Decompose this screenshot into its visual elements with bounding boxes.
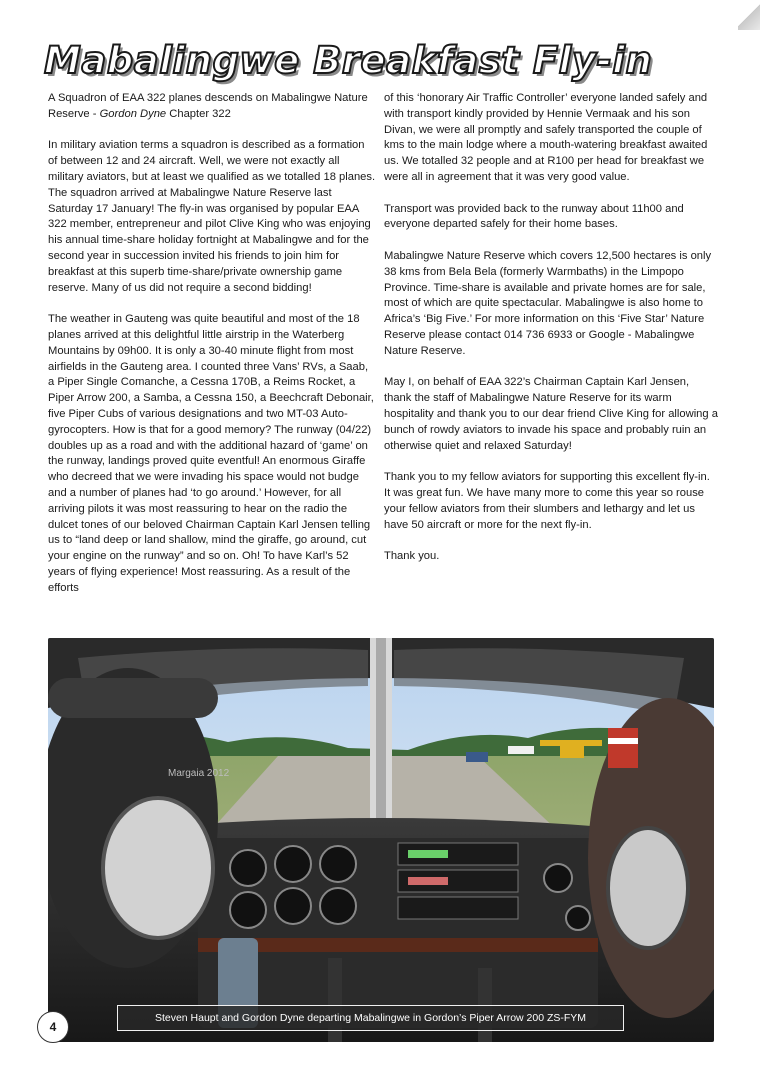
page-number: 4 (37, 1011, 69, 1043)
right-column (384, 91, 718, 581)
paragraph: The weather in Gauteng was quite beautiful and most of the 18 planes arrived at this delightful little airstrip in the Waterberg Mountains by 09h00. It is only a 30-40 minute flight from most airfields in the Gauteng area. I counted three Vans’ RVs, a Saab, a Piper Single Comanche, a Cessna 170B, a Reims Rocket, a Piper Arrow 200, a Samba, a Cessna 150, a Beechcraft Debonair, five Piper Cubs of various designations and two MT-03 Auto-gyrocopters. How is that for a good memory? The runway (04/22) doubles up as a road and with the additional hazard of ‘game’ on the runway, landings proved quite eventful! An enormous Giraffe who decreed that we were invading his space would not budge and a number of planes had ‘to go around.’ However, for all arriving pilots it was most reassuring to hear on the radio the dulcet tones of our beloved Chairman Captain Karl Jensen telling us to “land deep or land shallow, mind the giraffe, go around, cut your engine on the runway” and so on. Oh! To have Karl’s 52 years of flying experience! Most reassuring. As a result of the efforts (48, 313, 374, 594)
headset-label: Margaia 2012 (168, 768, 230, 779)
radio-stack (398, 843, 518, 919)
page-corner-fold (738, 0, 760, 30)
photo-caption: Steven Haupt and Gordon Dyne departing Mabalingwe in Gordon’s Piper Arrow 200 ZS-FYM (117, 1005, 624, 1031)
subtitle-author: Gordon Dyne (99, 107, 167, 120)
cockpit-photo (48, 638, 714, 1042)
left-column (48, 91, 376, 612)
paragraph: May I, on behalf of EAA 322’s Chairman Captain Karl Jensen, thank the staff of Mabalingwe Nature Reserve for its warm hospitality and thank you to our dear friend Clive King for allowing a bunch of rowdy aviators to invade his space and probably ruin an otherwise quiet and relaxed Saturday! (384, 376, 718, 452)
paragraph: Thank you to my fellow aviators for supporting this excellent fly-in. It was great fun. We have many more to come this year so rouse your fellow aviators from their slumbers and lethargy and let us have 50 aircraft or more for the next fly-in. (384, 471, 710, 531)
article-title: Mabalingwe Breakfast Fly-in (44, 39, 653, 82)
paragraph: Transport was provided back to the runway about 11h00 and everyone departed safely for their home bases. (384, 202, 684, 231)
paragraph: In military aviation terms a squadron is described as a formation of between 12 and 24 aircraft. Well, we were not exactly all military aviators, but at least we qualified as we totalled 18 planes. The squadron arrived at Mabalingwe Nature Reserve last Saturday 17 January! The fly-in was organised by popular EAA 322 member, entrepreneur and pilot Clive King who was enjoying his annual time-share holiday fortnight at Mabalingwe and for the second year in succession invited his friends to join him for breakfast at this superb time-share/private ownership game reserve. Many of us did not require a second bidding! (48, 139, 376, 294)
closing-line: Thank you. (384, 550, 440, 563)
article-subtitle (48, 91, 376, 123)
subtitle-text: A Squadron of EAA 322 planes descends on Mabalingwe Nature Reserve - (48, 92, 368, 120)
paragraph: of this ‘honorary Air Traffic Controller’ everyone landed safely and with transport kindly provided by Hennie Vermaak and his son Divan, we were all promptly and safely transported the couple of kms to the main lodge where a mouth-watering breakfast awaited us. We totalled 32 people and at R100 per head for breakfast we were all in agreement that it was very good value. (384, 92, 708, 183)
subtitle-suffix: Chapter 322 (166, 107, 231, 120)
paragraph: Mabalingwe Nature Reserve which covers 12,500 hectares is only 38 kms from Bela Bela (formerly Warmbaths) in the Limpopo Province. Time-share is available and private homes are for sale, most of which are quite spectacular. Mabalingwe is also home to Africa’s ‘Big Five.’ For more information on this ‘Five Star’ Nature Reserve please contact 014 736 6933 or Google - Mabalingwe Nature Reserve. (384, 249, 712, 357)
